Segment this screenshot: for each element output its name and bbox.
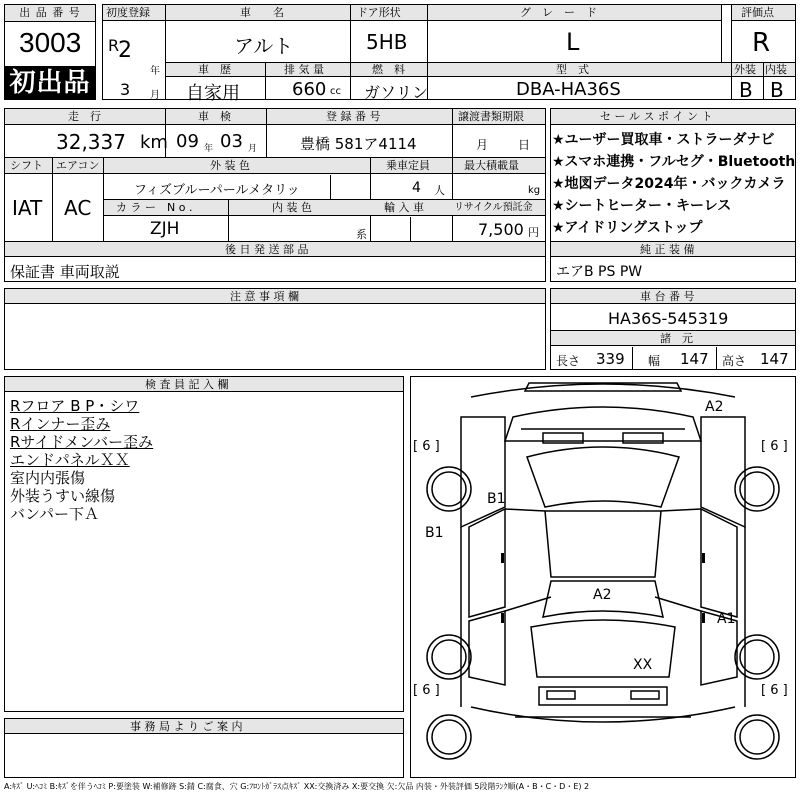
era: R xyxy=(108,36,120,55)
kei-unit: 系 xyxy=(356,228,367,241)
month-unit: 月 xyxy=(150,90,160,101)
grade-label: グ レ ー ド xyxy=(520,6,597,19)
history-label: 車 歴 xyxy=(198,63,231,76)
chassis-label: 車 台 番 号 xyxy=(640,290,695,303)
mileage-label: 走 行 xyxy=(68,110,101,123)
inspector-note: Rフロア B P・シワ xyxy=(10,397,140,415)
score: R xyxy=(752,28,771,58)
recycle-amount: 7,500 xyxy=(478,220,524,239)
capacity: 4 xyxy=(412,180,421,196)
transfer-label: 譲渡書類期限 xyxy=(458,110,524,123)
legend-text: A:ｷｽﾞ U:ﾍｺﾐ B:ｷｽﾞを伴うﾍｺﾐ P:要塗装 W:補修跡 S:錆 C:腐食、穴 G:ﾌﾛﾝﾄｶﾞﾗｽ点ｷｽﾞ XX:交換済み X:要交換 欠:欠品 内装・外装評価 5段階ﾗﾝｸ順(A・B・C・D・E) 2 xyxy=(4,782,590,791)
damage-mark: A1 xyxy=(717,611,736,627)
color-no-label: カ ラ ー N o . xyxy=(116,201,193,214)
specs-label: 諸 元 xyxy=(660,332,693,345)
equipment: エアB PS PW xyxy=(556,264,643,280)
height-label: 高さ xyxy=(722,354,747,368)
fuel: ガソリン xyxy=(364,83,429,102)
deadline-day: 日 xyxy=(518,138,531,152)
year-unit: 年 xyxy=(150,66,160,77)
width-label: 幅 xyxy=(648,354,661,368)
later-parts-label: 後 日 発 送 部 品 xyxy=(225,243,309,256)
mileage: 32,337 xyxy=(56,130,126,154)
tire-label: [ 6 ] xyxy=(413,439,440,454)
import-label: 輸 入 車 xyxy=(384,201,424,214)
interior-score: B xyxy=(770,78,784,102)
door-type: 5HB xyxy=(366,30,408,54)
score-label: 評価点 xyxy=(741,6,774,19)
damage-mark: A2 xyxy=(593,587,612,603)
fuel-label: 燃 料 xyxy=(372,63,405,76)
displacement: 660 xyxy=(292,79,327,100)
aircon: AC xyxy=(64,196,92,220)
damage-mark: A2 xyxy=(705,399,724,415)
damage-diagram-box xyxy=(410,376,796,778)
max-load-label: 最大積載量 xyxy=(464,159,519,172)
sales-point: ★アイドリングストップ xyxy=(552,220,703,236)
exterior-score: B xyxy=(739,78,753,102)
lot-number: 3003 xyxy=(19,27,82,58)
shift: IAT xyxy=(12,196,43,220)
cc-unit: cc xyxy=(330,86,341,97)
model-label: 型 式 xyxy=(556,63,589,76)
reg-month: 3 xyxy=(120,80,131,99)
reg-year: 2 xyxy=(118,38,132,63)
insp-month: 03 xyxy=(220,131,243,152)
inspector-note: エンドパネルＸＸ xyxy=(10,451,130,469)
inspector-note: 外装うすい線傷 xyxy=(10,487,116,505)
tire-label: [ 6 ] xyxy=(413,683,440,698)
kg-unit: kg xyxy=(528,185,541,196)
insp-month-unit: 月 xyxy=(248,144,258,154)
inspector-note: バンパー下Ａ xyxy=(10,505,99,523)
car-diagram xyxy=(411,377,795,777)
length-value: 339 xyxy=(596,350,625,368)
inspector-note: 室内内張傷 xyxy=(10,469,86,487)
sales-point: ★スマホ連携・フルセグ・Bluetooth xyxy=(552,154,796,170)
displacement-label: 排 気 量 xyxy=(284,63,324,76)
ext-color-label: 外 装 色 xyxy=(210,159,250,172)
tire-label: [ 6 ] xyxy=(761,683,788,698)
equipment-label: 純 正 装 備 xyxy=(640,243,695,256)
width-value: 147 xyxy=(680,350,709,368)
inspector-note: Rインナー歪み xyxy=(10,415,111,433)
history: 自家用 xyxy=(186,83,240,104)
damage-mark: B1 xyxy=(487,491,506,507)
car-name: アルト xyxy=(234,34,294,58)
recycle-label: リサイクル預託金 xyxy=(454,202,533,213)
color-no: ZJH xyxy=(150,219,180,239)
capacity-label: 乗車定員 xyxy=(386,159,430,172)
deadline-month: 月 xyxy=(476,138,489,152)
car-name-label: 車 名 xyxy=(240,6,284,19)
lot-number-header: 出 品 番 号 xyxy=(5,5,95,22)
int-color-label: 内 装 色 xyxy=(272,201,312,214)
damage-mark: XX xyxy=(633,657,653,673)
exterior-label: 外装 xyxy=(734,63,756,76)
office-label: 事 務 局 よ り ご 案 内 xyxy=(130,720,243,733)
chassis-number: HA36S-545319 xyxy=(608,309,729,328)
sales-point: ★ユーザー買取車・ストラーダナビ xyxy=(552,132,775,148)
inspector-note: Rサイドメンバー歪み xyxy=(10,433,154,451)
reg-no-label: 登 録 番 号 xyxy=(326,110,381,123)
sales-point: ★シートヒーター・キーレス xyxy=(552,198,732,214)
shift-label: シフト xyxy=(10,159,43,172)
aircon-label: エアコン xyxy=(56,159,100,172)
km-unit: km xyxy=(140,132,168,153)
later-parts: 保証書 車両取説 xyxy=(10,263,120,281)
interior-label: 内装 xyxy=(765,63,787,76)
sales-point: ★地図データ2024年・バックカメラ xyxy=(552,176,786,192)
tire-label: [ 6 ] xyxy=(761,439,788,454)
length-label: 長さ xyxy=(556,354,581,368)
insp-year: 09 xyxy=(176,131,199,152)
first-listing-badge: 初出品 xyxy=(4,66,96,100)
height-value: 147 xyxy=(760,350,789,368)
door-label: ドア形状 xyxy=(357,6,401,19)
color-name: フィズブルーパールメタリッ xyxy=(134,183,300,198)
reg-number: 豊橋 581ア4114 xyxy=(300,135,417,153)
inspector-label: 検 査 員 記 入 欄 xyxy=(145,378,229,391)
damage-mark: B1 xyxy=(425,525,444,541)
inspection-label: 車 検 xyxy=(198,110,231,123)
model-code: DBA-HA36S xyxy=(516,79,621,100)
grade: L xyxy=(566,28,580,56)
notes-label: 注 意 事 項 欄 xyxy=(230,290,299,303)
sales-points-label: セ ー ル ス ポ イ ン ト xyxy=(600,110,713,123)
first-reg-label: 初度登録 xyxy=(106,6,150,19)
person-unit: 人 xyxy=(434,184,445,197)
insp-year-unit: 年 xyxy=(204,144,214,154)
yen-unit: 円 xyxy=(528,226,539,239)
